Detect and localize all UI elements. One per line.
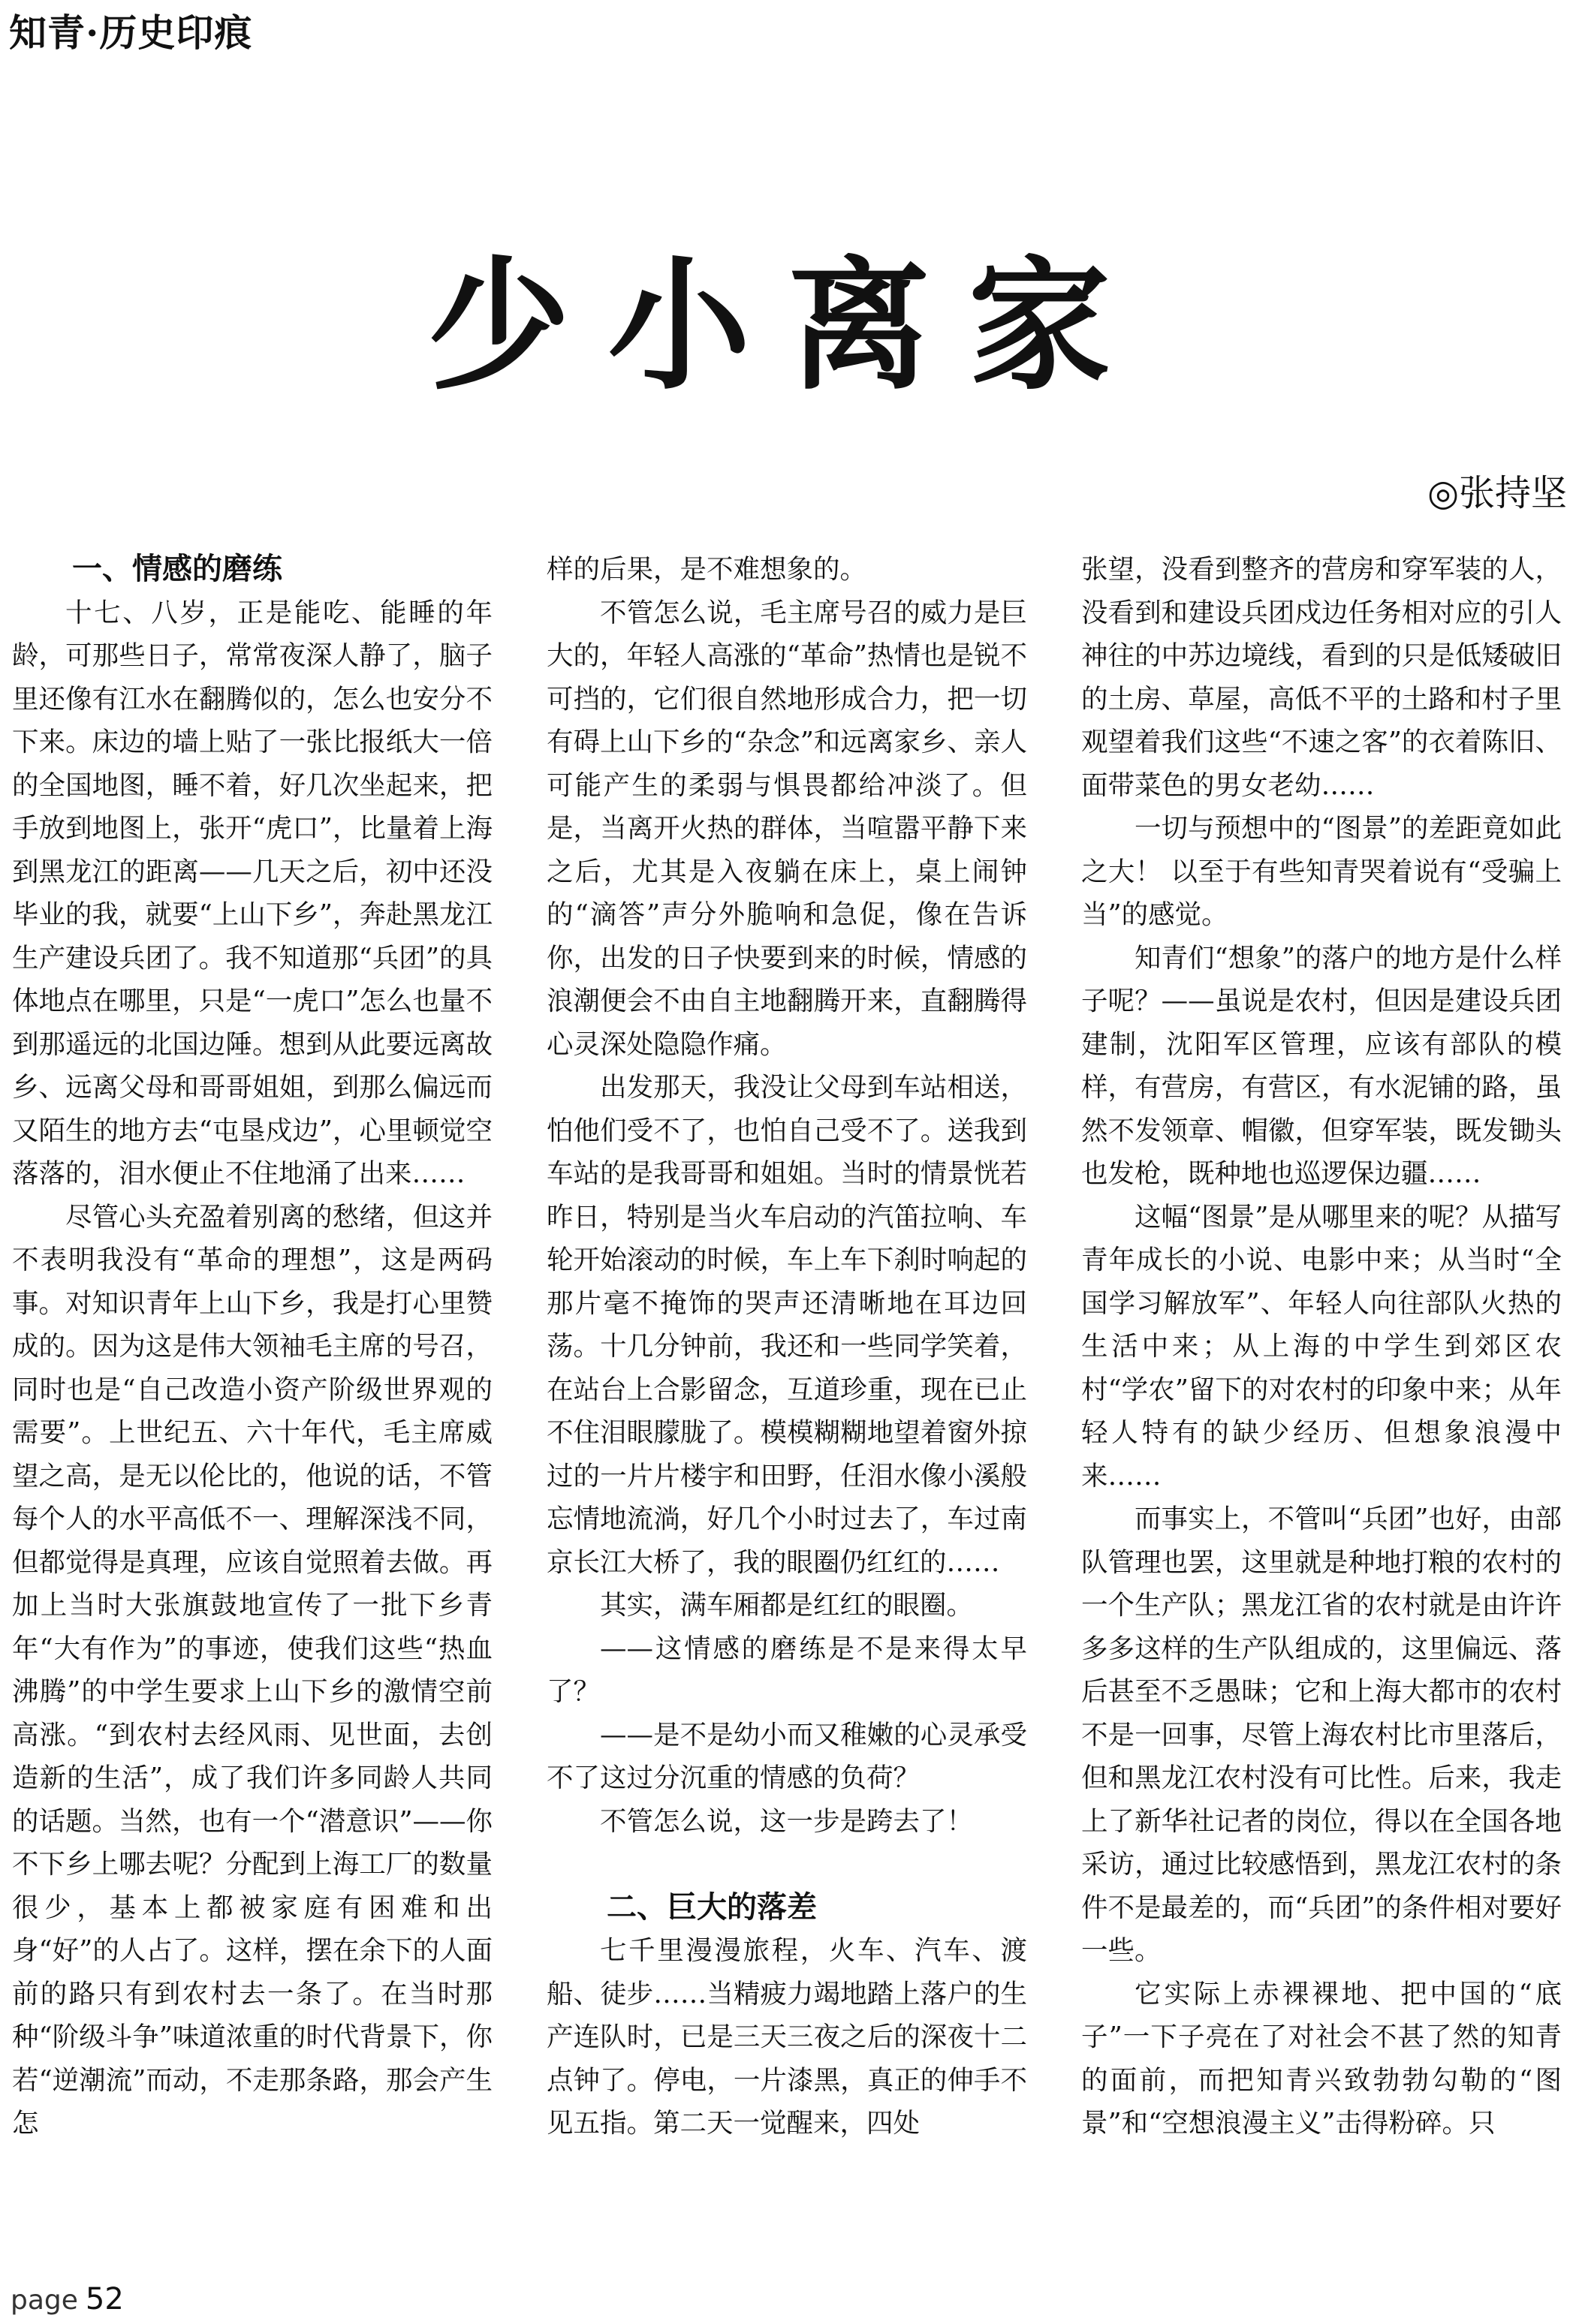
paragraph-continued: 样的后果，是不难想象的。 bbox=[547, 554, 867, 585]
running-head: 知青·历史印痕 bbox=[9, 11, 253, 55]
paragraph: 而事实上，不管叫“兵团”也好，由部队管理也罢，这里就是种地打粮的农村的一个生产队；黑龙江省的农村就是由许许多多这样的生产队组成的，这里偏远、落后甚至不乏愚昧；它和上海大都市的农村不是一回事，尽管上海农村比市里落后，但和黑龙江农村没有可比性。后来，我走上了新华社记者的岗位，得以在全国各地采访，通过比较感悟到，黑龙江农村的条件不是最差的，而“兵团”的条件相对要好一些。 bbox=[1081, 1504, 1562, 1966]
paragraph: 它实际上赤裸裸地、把中国的“底子”一下子亮在了对社会不甚了然的知青的面前，而把知青兴致勃勃勾勒的“图景”和“空想浪漫主义”击得粉碎。只 bbox=[1081, 1978, 1562, 2139]
paragraph: 不管怎么说，毛主席号召的威力是巨大的，年轻人高涨的“革命”热情也是锐不可挡的，它们很自然地形成合力，把一切有碍上山下乡的“杂念”和远离家乡、亲人可能产生的柔弱与惧畏都给冲淡了。但是，当离开火热的群体，当喧嚣平静下来之后，尤其是入夜躺在床上，桌上闹钟的“滴答”声分外脆响和急促，像在告诉你，出发的日子快要到来的时候，情感的浪潮便会不由自主地翻腾开来，直翻腾得心灵深处隐隐作痛。 bbox=[547, 597, 1027, 1060]
paragraph: 知青们“想象”的落户的地方是什么样子呢？——虽说是农村，但因是建设兵团建制，沈阳军区管理，应该有部队的模样，有营房，有营区，有水泥铺的路，虽然不发领章、帽徽，但穿军装，既发锄头也发枪，既种地也巡逻保边疆…… bbox=[1081, 942, 1562, 1189]
paragraph: 尽管心头充盈着别离的愁绪，但这并不表明我没有“革命的理想”，这是两码事。对知识青年上山下乡，我是打心里赞成的。因为这是伟大领袖毛主席的号召，同时也是“自己改造小资产阶级世界观的需要”。上世纪五、六十年代，毛主席威望之高，是无以伦比的，他说的话，不管每个人的水平高低不一、理解深浅不同，但都觉得是真理，应该自觉照着去做。再加上当时大张旗鼓地宣传了一批下乡青年“大有作为”的事迹，使我们这些“热血沸腾”的中学生要求上山下乡的激情空前高涨。“到农村去经风雨、见世面，去创造新的生活”，成了我们许多同龄人共同的话题。当然，也有一个“潜意识”——你不下乡上哪去呢？分配到上海工厂的数量很少，基本上都被家庭有困难和出身“好”的人占了。这样，摆在余下的人面前的路只有到农村去一条了。在当时那种“阶级斗争”味道浓重的时代背景下，你若“逆潮流”而动，不走那条路，那会产生怎 bbox=[12, 1201, 493, 2139]
paragraph: ——是不是幼小而又稚嫩的心灵承受不了这过分沉重的情感的负荷？ bbox=[547, 1719, 1027, 1793]
paragraph: 其实，满车厢都是红红的眼圈。 bbox=[600, 1590, 974, 1621]
paragraph: 出发那天，我没让父母到车站相送，怕他们受不了，也怕自己受不了。送我到车站的是我哥哥和姐姐。当时的情景恍若昨日，特别是当火车启动的汽笛拉响、车轮开始滚动的时候，车上车下刹时响起的那片毫不掩饰的哭声还清晰地在耳边回荡。十几分钟前，我还和一些同学笑着，在站台上合影留念，互道珍重，现在已止不住泪眼朦胧了。模模糊糊地望着窗外掠过的一片片楼宇和田野，任泪水像小溪般忘情地流淌，好几个小时过去了，车过南京长江大桥了，我的眼圈仍红红的…… bbox=[547, 1072, 1027, 1578]
paragraph: 十七、八岁，正是能吃、能睡的年龄，可那些日子，常常夜深人静了，脑子里还像有江水在翻腾似的，怎么也安分不下来。床边的墙上贴了一张比报纸大一倍的全国地图，睡不着，好几次坐起来，把手放到地图上，张开“虎口”，比量着上海到黑龙江的距离——几天之后，初中还没毕业的我，就要“上山下乡”，奔赴黑龙江生产建设兵团了。我不知道那“兵团”的具体地点在哪里，只是“一虎口”怎么也量不到那遥远的北国边陲。想到从此要远离故乡、远离父母和哥哥姐姐，到那么偏远而又陌生的地方去“屯垦戍边”，心里顿觉空落落的，泪水便止不住地涌了出来…… bbox=[12, 597, 493, 1189]
paragraph: 七千里漫漫旅程，火车、汽车、渡船、徒步……当精疲力竭地踏上落户的生产连队时，已是三天三夜之后的深夜十二点钟了。停电，一片漆黑，真正的伸手不见五指。第二天一觉醒来，四处 bbox=[547, 1935, 1027, 2139]
text-column-3 bbox=[1081, 548, 1562, 2145]
page-label: page bbox=[11, 2285, 78, 2316]
page-number: 52 bbox=[85, 2282, 124, 2316]
article-title: 少小离家 bbox=[427, 243, 1149, 409]
text-column-2 bbox=[547, 548, 1027, 2145]
section-heading-2: 二、巨大的落差 bbox=[607, 1889, 817, 1925]
section-heading-1: 一、情感的磨练 bbox=[72, 552, 282, 586]
author-byline: ◎张持坚 bbox=[1427, 472, 1567, 514]
paragraph: ——这情感的磨练是不是来得太早了？ bbox=[547, 1633, 1027, 1707]
paragraph-continued: 张望，没看到整齐的营房和穿军装的人，没看到和建设兵团戍边任务相对应的引人神往的中苏边境线，看到的只是低矮破旧的土房、草屋，高低不平的土路和村子里观望着我们这些“不速之客”的衣着陈旧、面带菜色的男女老幼…… bbox=[1081, 554, 1562, 801]
paragraph: 一切与预想中的“图景”的差距竟如此之大！ 以至于有些知青哭着说有“受骗上当”的感觉。 bbox=[1081, 813, 1562, 930]
paragraph: 不管怎么说，这一步是跨去了！ bbox=[600, 1805, 974, 1837]
text-column-1 bbox=[12, 548, 493, 2145]
page-footer bbox=[11, 2282, 124, 2316]
paragraph: 这幅“图景”是从哪里来的呢？从描写青年成长的小说、电影中来；从当时“全国学习解放军”、年轻人向往部队火热的生活中来；从上海的中学生到郊区农村“学农”留下的对农村的印象中来；从年轻人特有的缺少经历、但想象浪漫中来…… bbox=[1081, 1201, 1562, 1492]
